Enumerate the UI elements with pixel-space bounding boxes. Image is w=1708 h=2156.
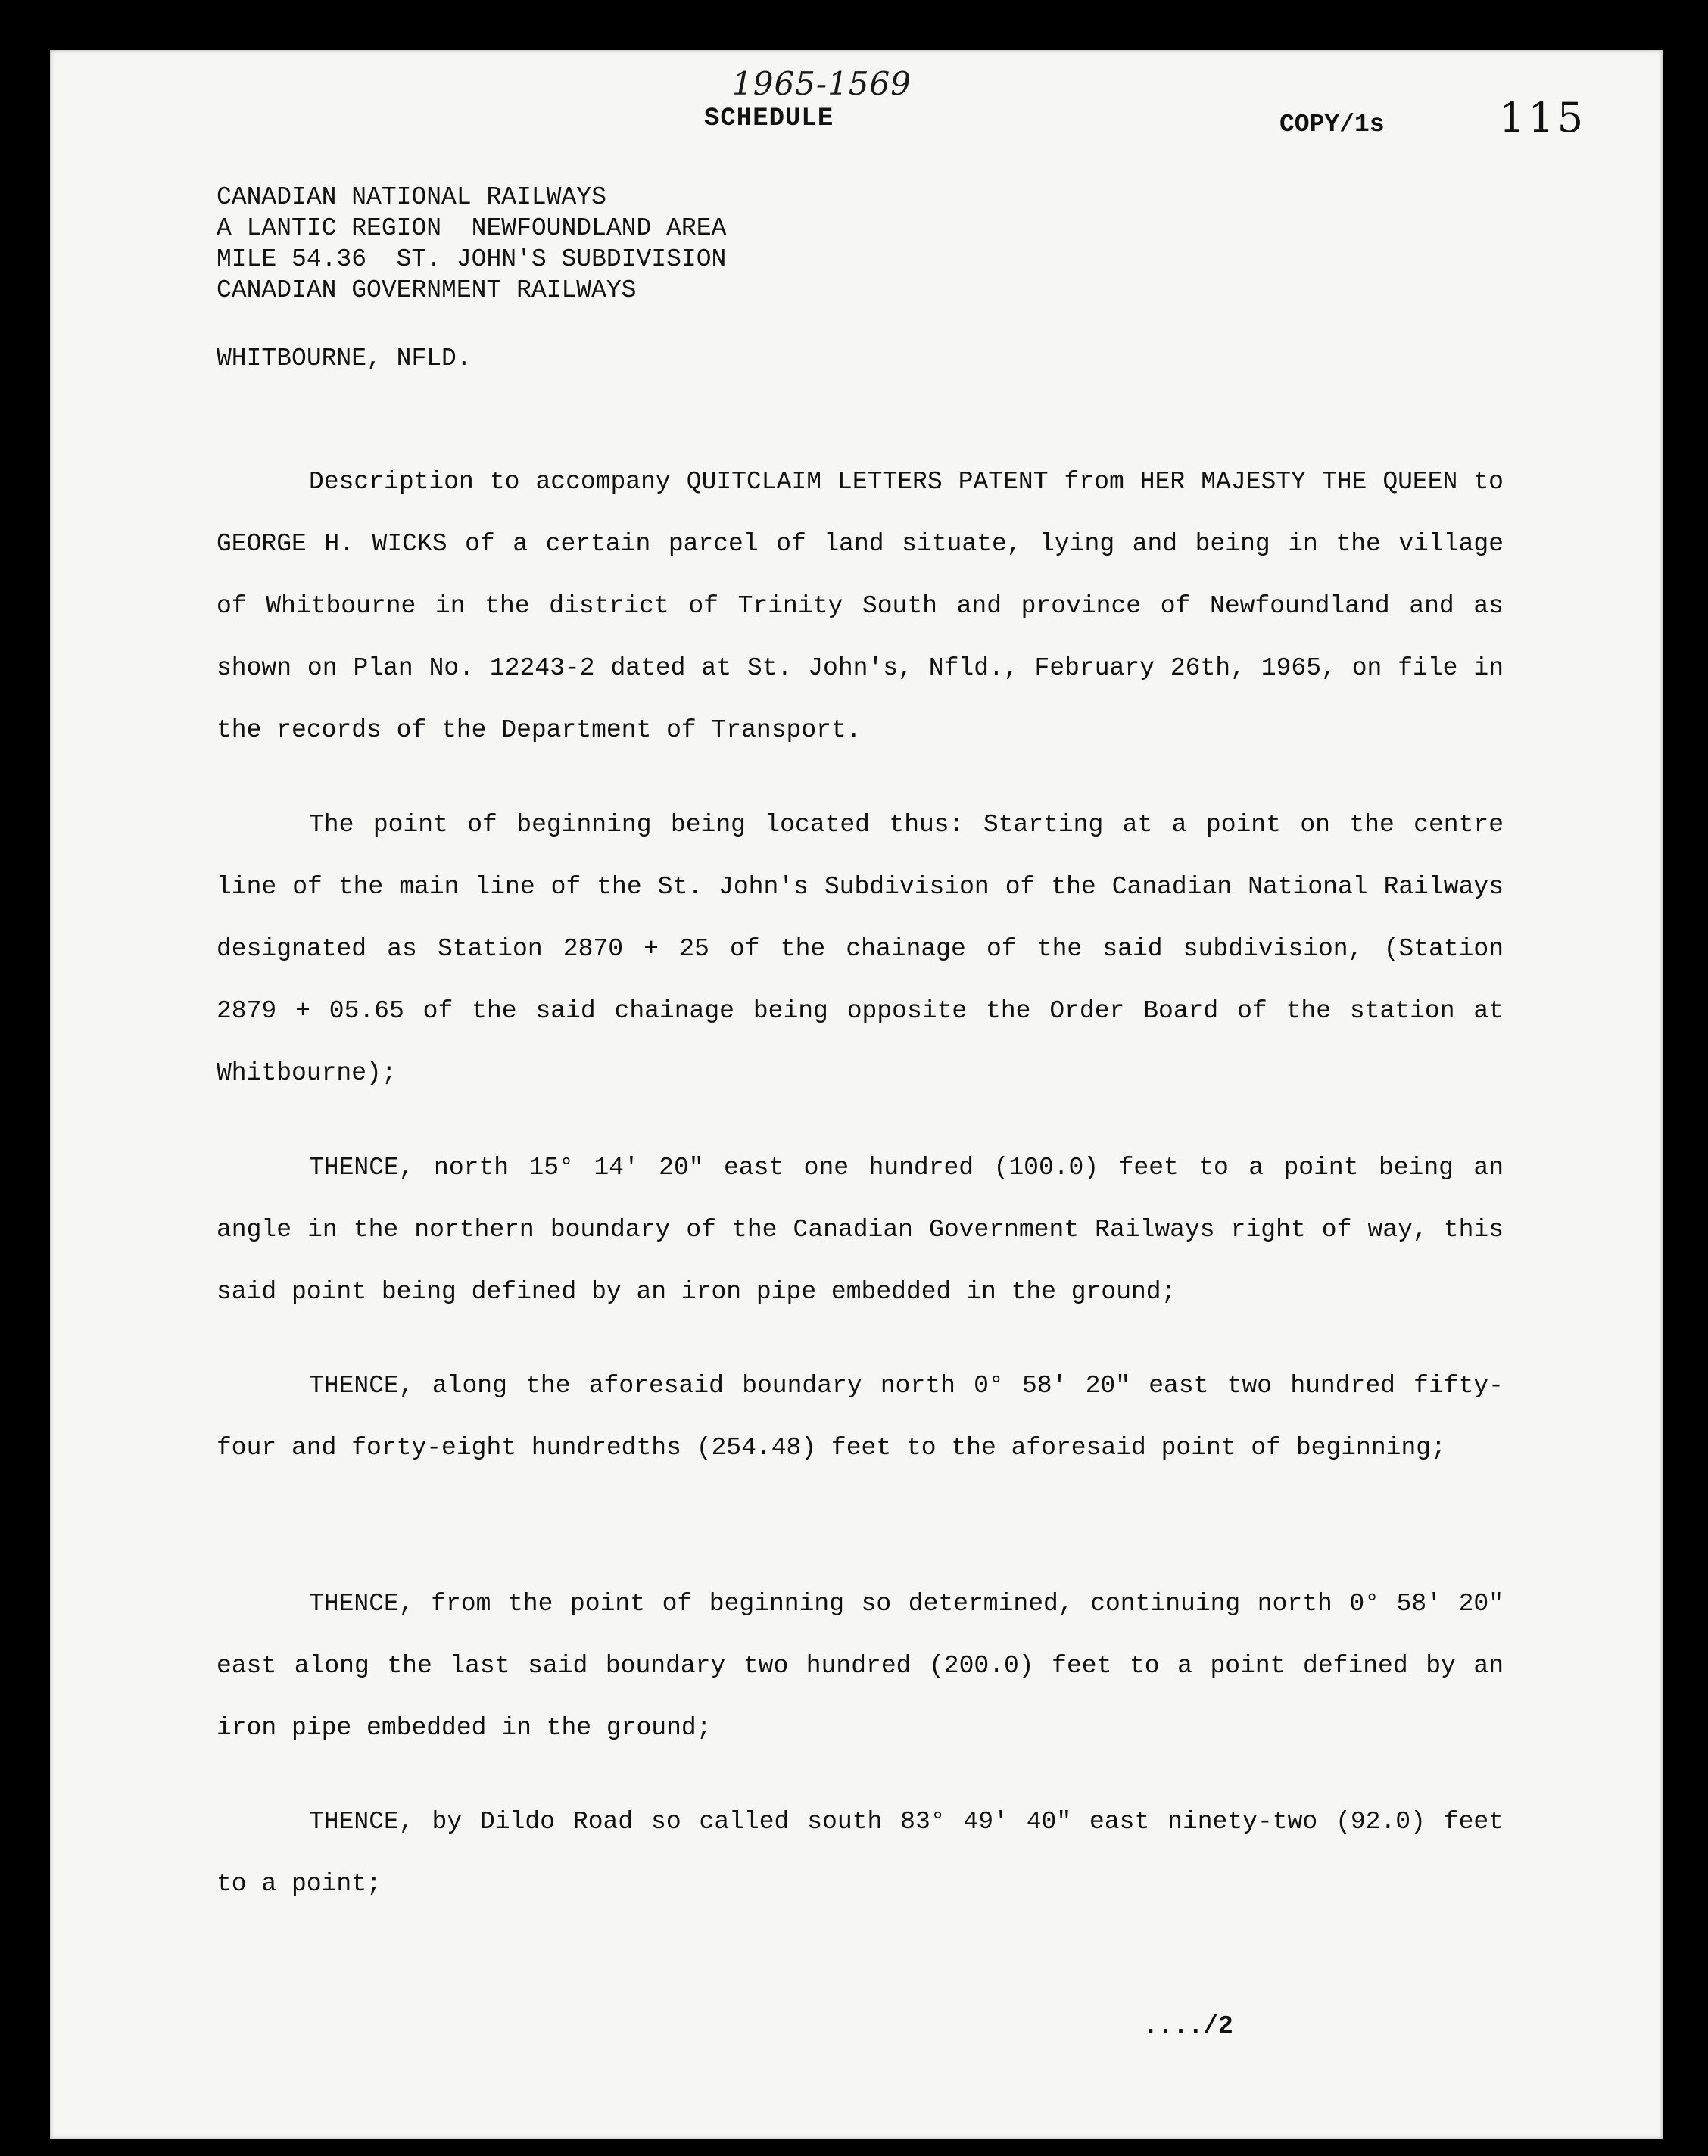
header-line-railway: CANADIAN NATIONAL RAILWAYS	[217, 183, 606, 211]
page-number: 115	[1499, 94, 1587, 142]
paragraph-thence-1: THENCE, north 15° 14' 20" east one hundred (100.0) feet to a point being an angle in the northern boundary of the Canadian Government Railways right of way, this said point being defined by an iron pipe embedded in the ground;	[217, 1154, 1504, 1306]
header-line-mile: MILE 54.36 ST. JOHN'S SUBDIVISION	[217, 245, 727, 273]
paragraph-thence-3: THENCE, from the point of beginning so determined, continuing north 0° 58' 20" east along the last said boundary two hundred (200.0) feet to a point defined by an iron pipe embedded in the ground;	[217, 1590, 1504, 1742]
header-block	[217, 182, 726, 306]
paragraph-point-of-beginning: The point of beginning being located thus: Starting at a point on the centre line of the main line of the St. John's Subdivision of the Canadian National Railways designated as Station 2870 + 25 of the chainage of the said subdivision, (Station 2879 + 05.65 of the said chainage being opposite the Order Board of the station at Whitbourne);	[217, 811, 1504, 1087]
continuation-marker: ..../2	[1143, 2012, 1233, 2040]
paragraph-thence-2: THENCE, along the aforesaid boundary north 0° 58' 20" east two hundred fifty-four and forty-eight hundredths (254.48) feet to the aforesaid point of beginning;	[217, 1372, 1504, 1462]
document-title: SCHEDULE	[704, 104, 834, 133]
paragraph-thence-4: THENCE, by Dildo Road so called south 83° 49' 40" east ninety-two (92.0) feet to a point;	[217, 1808, 1504, 1898]
handwritten-reference: 1965-1569	[732, 65, 912, 102]
header-line-government: CANADIAN GOVERNMENT RAILWAYS	[217, 276, 637, 304]
paragraph-description: Description to accompany QUITCLAIM LETTERS PATENT from HER MAJESTY THE QUEEN to GEORGE H. WICKS of a certain parcel of land situate, lying and being in the village of Whitbourne in the district of Trinity South and province of Newfoundland and as shown on Plan No. 12243-2 dated at St. John's, Nfld., February 26th, 1965, on file in the records of the Department of Transport.	[217, 468, 1504, 744]
header-line-region: A LANTIC REGION NEWFOUNDLAND AREA	[217, 214, 727, 242]
copy-mark: COPY/1s	[1279, 111, 1385, 139]
location-line: WHITBOURNE, NFLD.	[217, 344, 472, 372]
